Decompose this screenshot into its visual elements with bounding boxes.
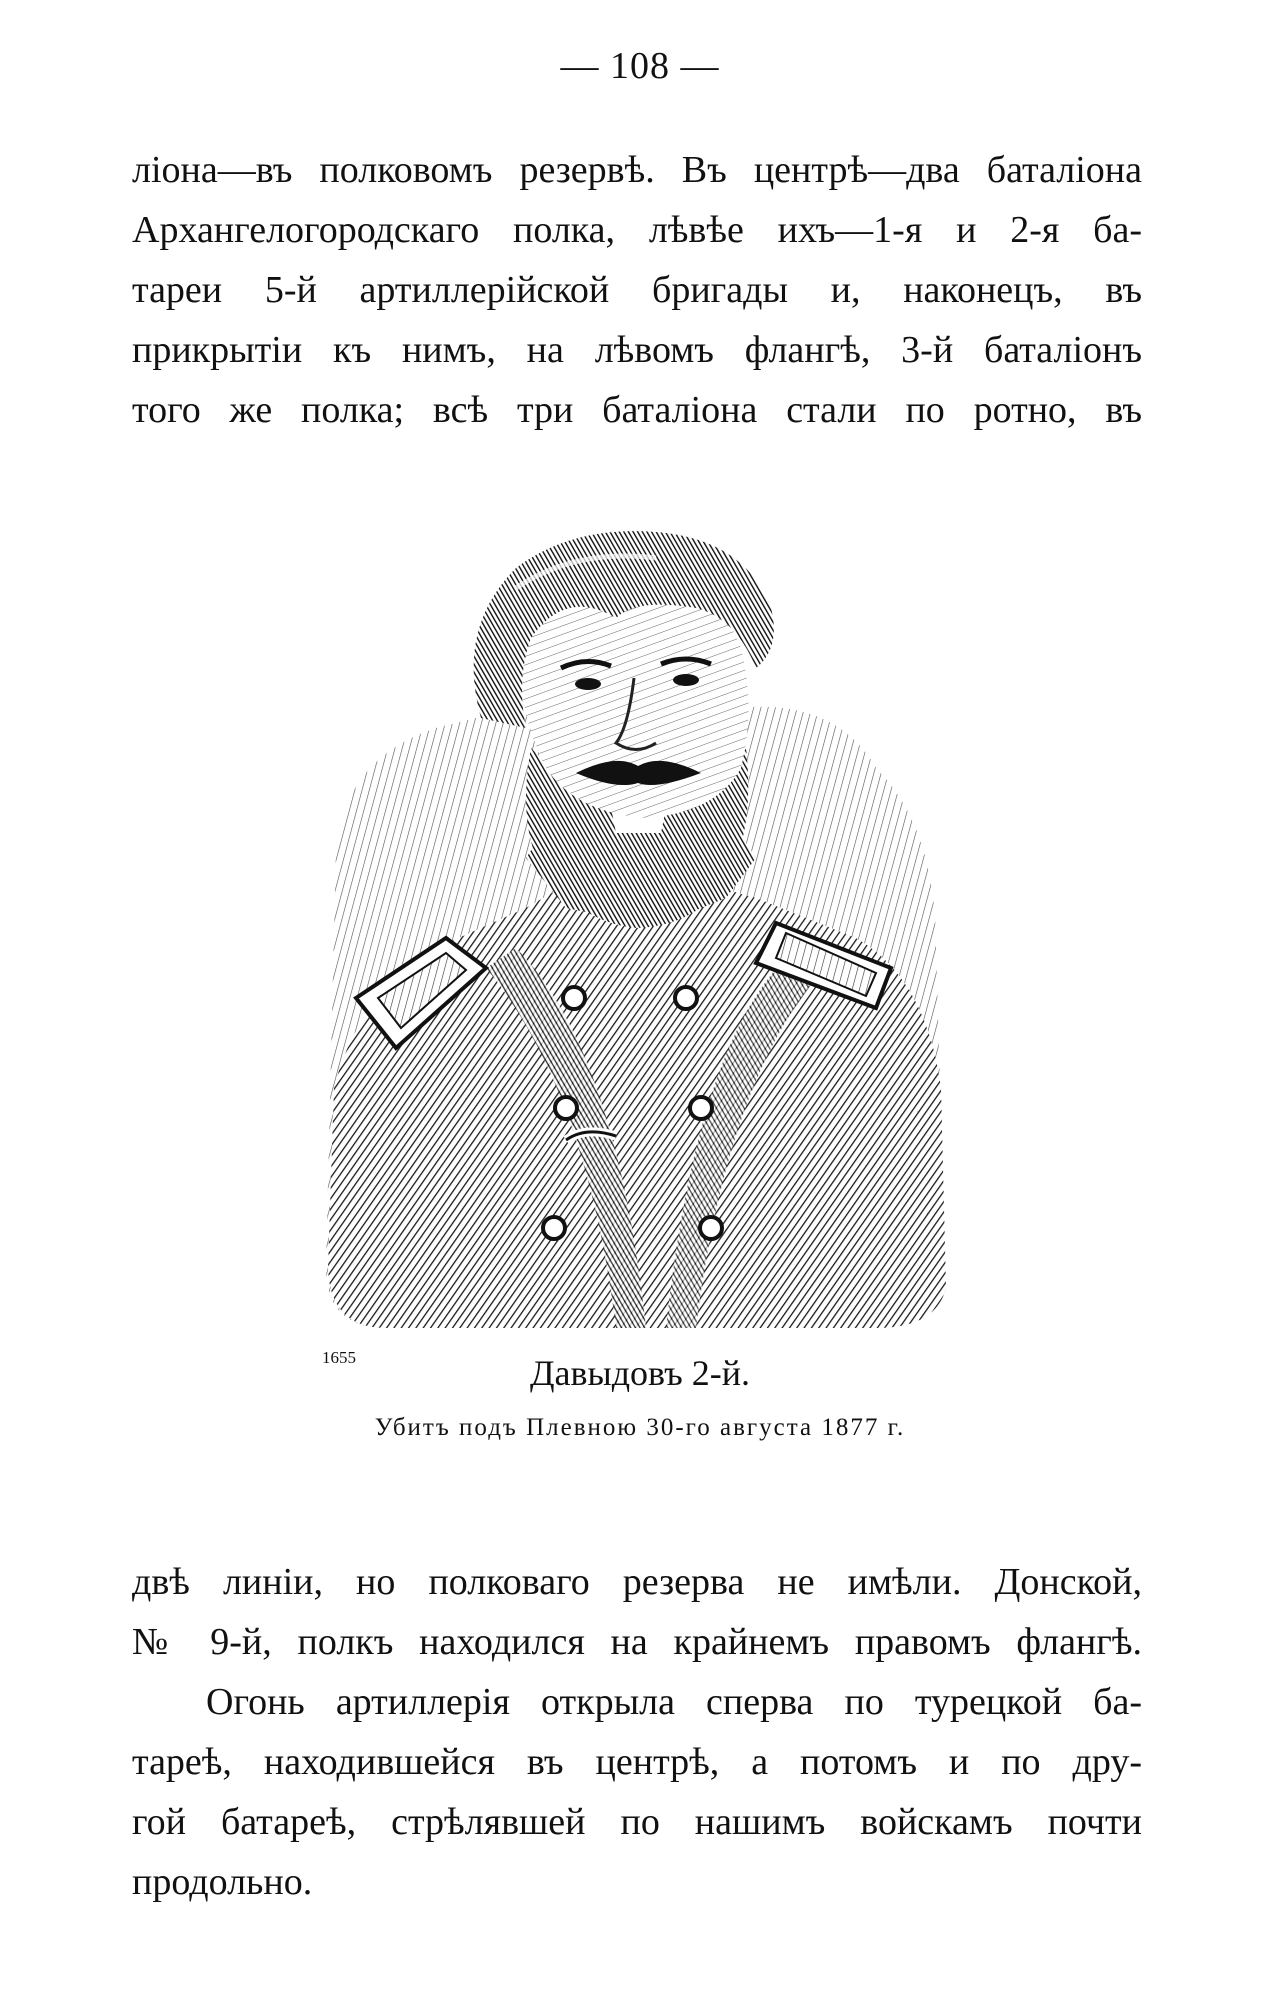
page-number: — 108 — [560, 45, 720, 87]
text-line: продольно. [132, 1861, 313, 1903]
top-paragraph [132, 140, 1142, 440]
portrait-engraving [316, 528, 958, 1334]
text-line: того же полка; всѣ три баталіона стали по ротно, въ [132, 389, 1142, 431]
text-line: двѣ линіи, но полковаго резерва не имѣли. Донской, [132, 1561, 1142, 1603]
portrait-caption-subtitle: Убитъ подъ Плевною 30-го августа 1877 г. [374, 1414, 906, 1441]
text-line: прикрытіи къ нимъ, на лѣвомъ флангѣ, 3-й баталіонъ [132, 329, 1142, 371]
text-line: гой батареѣ, стрѣлявшей по нашимъ войскамъ почти [132, 1801, 1142, 1843]
portrait-caption-name: Давыдовъ 2-й. [529, 1353, 750, 1393]
bottom-text [132, 1552, 1142, 1912]
text-line: № 9-й, полкъ находился на крайнемъ правомъ флангѣ. [132, 1621, 1142, 1663]
text-line: Огонь артиллерія открыла сперва по турецкой ба- [206, 1681, 1142, 1723]
text-line: ліона—въ полковомъ резервѣ. Въ центрѣ—два баталіона [132, 149, 1142, 191]
text-line: тареѣ, находившейся въ центрѣ, а потомъ и по дру- [132, 1741, 1142, 1783]
plate-number: 1655 [322, 1348, 356, 1367]
text-line: тареи 5-й артиллерійской бригады и, наконецъ, въ [132, 269, 1142, 311]
text-line: Архангелогородскаго полка, лѣвѣе ихъ—1-я и 2-я ба- [132, 209, 1142, 251]
